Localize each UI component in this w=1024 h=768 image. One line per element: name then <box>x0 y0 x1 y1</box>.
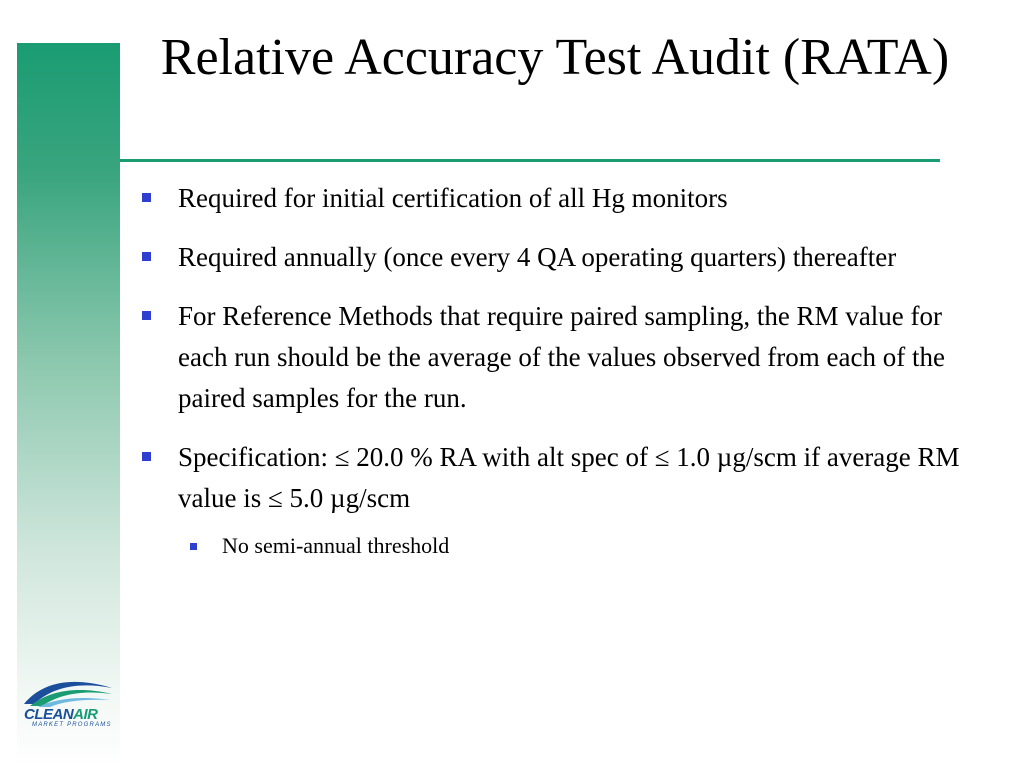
bullet-item <box>140 178 990 219</box>
bullet-text: Required annually (once every 4 QA operating quarters) thereafter <box>178 242 897 272</box>
bullet-text: Specification: ≤ 20.0 % RA with alt spec of ≤ 1.0 µg/scm if average RM value is ≤ 5.0 µg/scm <box>178 442 960 513</box>
bullet-text: Required for initial certification of all Hg monitors <box>178 183 728 213</box>
square-bullet-icon <box>142 193 151 202</box>
title-divider <box>120 159 940 162</box>
square-bullet-icon <box>142 452 151 461</box>
logo-air: AIR <box>73 706 98 723</box>
square-bullet-icon <box>142 311 151 320</box>
wave-icon <box>20 674 116 708</box>
sub-bullet-text: No semi-annual threshold <box>222 533 450 558</box>
logo-clean: CLEAN <box>24 706 74 723</box>
side-gradient-bar <box>17 43 120 768</box>
bullet-text: For Reference Methods that require paired sampling, the RM value for each run should be the average of the values observed from each of the paired samples for the run. <box>178 301 945 413</box>
sub-bullet-item <box>140 531 990 561</box>
bullet-item <box>140 296 990 419</box>
slide-title: Relative Accuracy Test Audit (RATA) <box>160 29 950 86</box>
logo-wordmark <box>24 706 98 723</box>
logo-subtitle: MARKET PROGRAMS <box>32 722 112 728</box>
clean-air-logo <box>20 674 116 730</box>
square-bullet-icon <box>142 252 151 261</box>
bullet-item <box>140 437 990 519</box>
bullet-list <box>140 178 990 561</box>
bullet-item <box>140 237 990 278</box>
square-bullet-icon <box>190 543 197 550</box>
